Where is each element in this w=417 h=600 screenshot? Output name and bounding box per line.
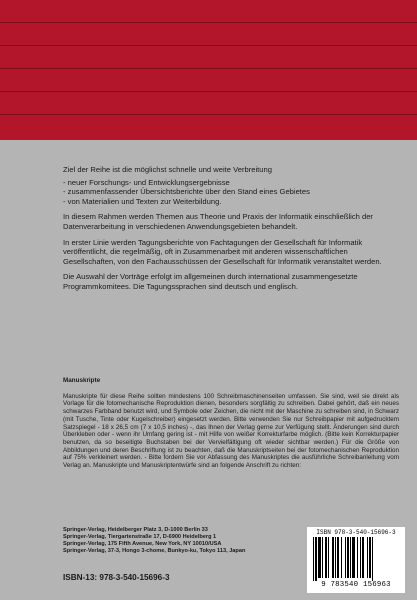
barcode-bar bbox=[335, 537, 336, 578]
manuscripts-section bbox=[63, 377, 399, 470]
goal-item: - von Materialien und Texten zur Weiterbildung. bbox=[63, 197, 399, 207]
stripe-line bbox=[0, 114, 417, 115]
stripe-line bbox=[0, 22, 417, 23]
goal-list bbox=[63, 178, 399, 207]
barcode-bar bbox=[328, 537, 329, 578]
barcode-bar bbox=[350, 537, 351, 578]
series-description bbox=[63, 165, 399, 298]
stripe-line bbox=[0, 68, 417, 69]
address-line: Springer-Verlag, Tiergartenstraße 17, D-6900 Heidelberg 1 bbox=[63, 534, 217, 541]
address-line: Springer-Verlag, 37-3, Hongo 3-chome, Bunkyo-ku, Tokyo 113, Japan bbox=[63, 548, 246, 555]
manuscripts-body: Manuskripte für diese Reihe sollten mindestens 100 Schreibmaschinenseiten umfassen. Sie sind, weil sie direkt als Vorlage für die fotomechanische Reproduktion dienen, besonders sorgfältig zu schreiben. Dabei gehört, daß ein neues schwarzes Farbband benutzt wird, und Symbole oder Zeichen, die nicht mit der Maschine zu schreiben sind, in Schwarz (mit Tusche, Tinte oder Kugelschreiber) eingesetzt werden. Bitte verwenden Sie nur Schreibpapier mit aufgedrucktem Satzspiegel - 18 x 26,5 cm (7 x 10,5 inches) -, das Ihnen der Verlag gerne zur Verfügung stellt. Änderungen sind durch Überkleben oder - wenn ihr Umfang gering ist - mit Hilfe von weißer Korrekturfarbe möglich. (Bitte kein Korrekturpapier benutzen, da so beseitigte Buchstaben bei der Vervielfältigung oft wieder sichtbar werden.) Für die Größe von Abbildungen und deren Beschriftung ist zu beachten, daß die Manuskriptseiten bei der fotomechanischen Reproduktion auf 75% verkleinert werden. - Bitte fordern Sie vor Abfassung des Manuskriptes die ausführliche Schreibanleitung vom Verlag an. Manuskripte und Manuskriptentwürfe sind an folgende Anschrift zu richten: bbox=[63, 392, 399, 470]
barcode-bar bbox=[322, 537, 323, 578]
barcode-bar bbox=[357, 537, 358, 578]
barcode-bar bbox=[367, 537, 368, 578]
barcode-bar bbox=[372, 537, 373, 581]
barcode-bar bbox=[315, 537, 317, 581]
barcode-bar bbox=[345, 537, 346, 578]
barcode-bar bbox=[347, 537, 349, 578]
barcode-icon bbox=[311, 537, 401, 581]
stripe-line bbox=[0, 91, 417, 92]
intro-paragraph: In diesem Rahmen werden Themen aus Theorie und Praxis der Informatik einschließlich der Datenverarbeitung in verschiedenen Anwendungsgebieten behandelt. bbox=[63, 212, 373, 231]
barcode-bar bbox=[369, 537, 371, 578]
address-line: Springer-Verlag, Heidelberger Platz 3, D-1000 Berlin 33 bbox=[63, 527, 208, 533]
barcode-bar bbox=[360, 537, 361, 578]
intro-paragraph: Die Auswahl der Vorträge erfolgt im allgemeinen durch international zusammengesetzte Programmkomitees. Die Tagungssprachen sind deutsch und englisch. bbox=[63, 272, 358, 291]
barcode-bar bbox=[325, 537, 327, 578]
intro-paragraph: In erster Linie werden Tagungsberichte von Fachtagungen der Gesellschaft für Informatik veröffentlicht, die regelmäßig, oft in Zusammenarbeit mit anderen wissenschaftlichen Gesellschaften, von den Fachausschüssen der Gesellschaft für Informatik veranstaltet werden. bbox=[63, 237, 382, 266]
goal-item: - neuer Forschungs- und Entwicklungsergebnisse bbox=[63, 178, 399, 188]
intro-lead: Ziel der Reihe ist die möglichst schnelle und weite Verbreitung bbox=[63, 165, 272, 174]
barcode-bar bbox=[337, 537, 339, 578]
barcode-bar bbox=[362, 537, 364, 578]
manuscripts-heading: Manuskripte bbox=[63, 377, 101, 384]
address-line: Springer-Verlag, 175 Fifth Avenue, New York, NY 10010/USA bbox=[63, 541, 222, 548]
barcode-bar bbox=[352, 537, 355, 578]
barcode-digits: 9 783540 156963 bbox=[321, 581, 391, 589]
barcode-bar bbox=[332, 537, 334, 578]
publisher-addresses bbox=[63, 527, 293, 555]
barcode-isbn-text: ISBN 978-3-540-15696-3 bbox=[316, 529, 396, 536]
barcode-bar bbox=[341, 537, 342, 578]
isbn-label: ISBN-13: 978-3-540-15696-3 bbox=[63, 573, 170, 582]
goal-item: - zusammenfassender Übersichtsberichte über den Stand eines Gebietes bbox=[63, 187, 399, 197]
barcode-bar bbox=[313, 537, 314, 581]
stripe-line bbox=[0, 45, 417, 46]
barcode-panel bbox=[307, 527, 405, 593]
barcode-bar bbox=[318, 537, 321, 578]
cover-red-band bbox=[0, 0, 417, 140]
